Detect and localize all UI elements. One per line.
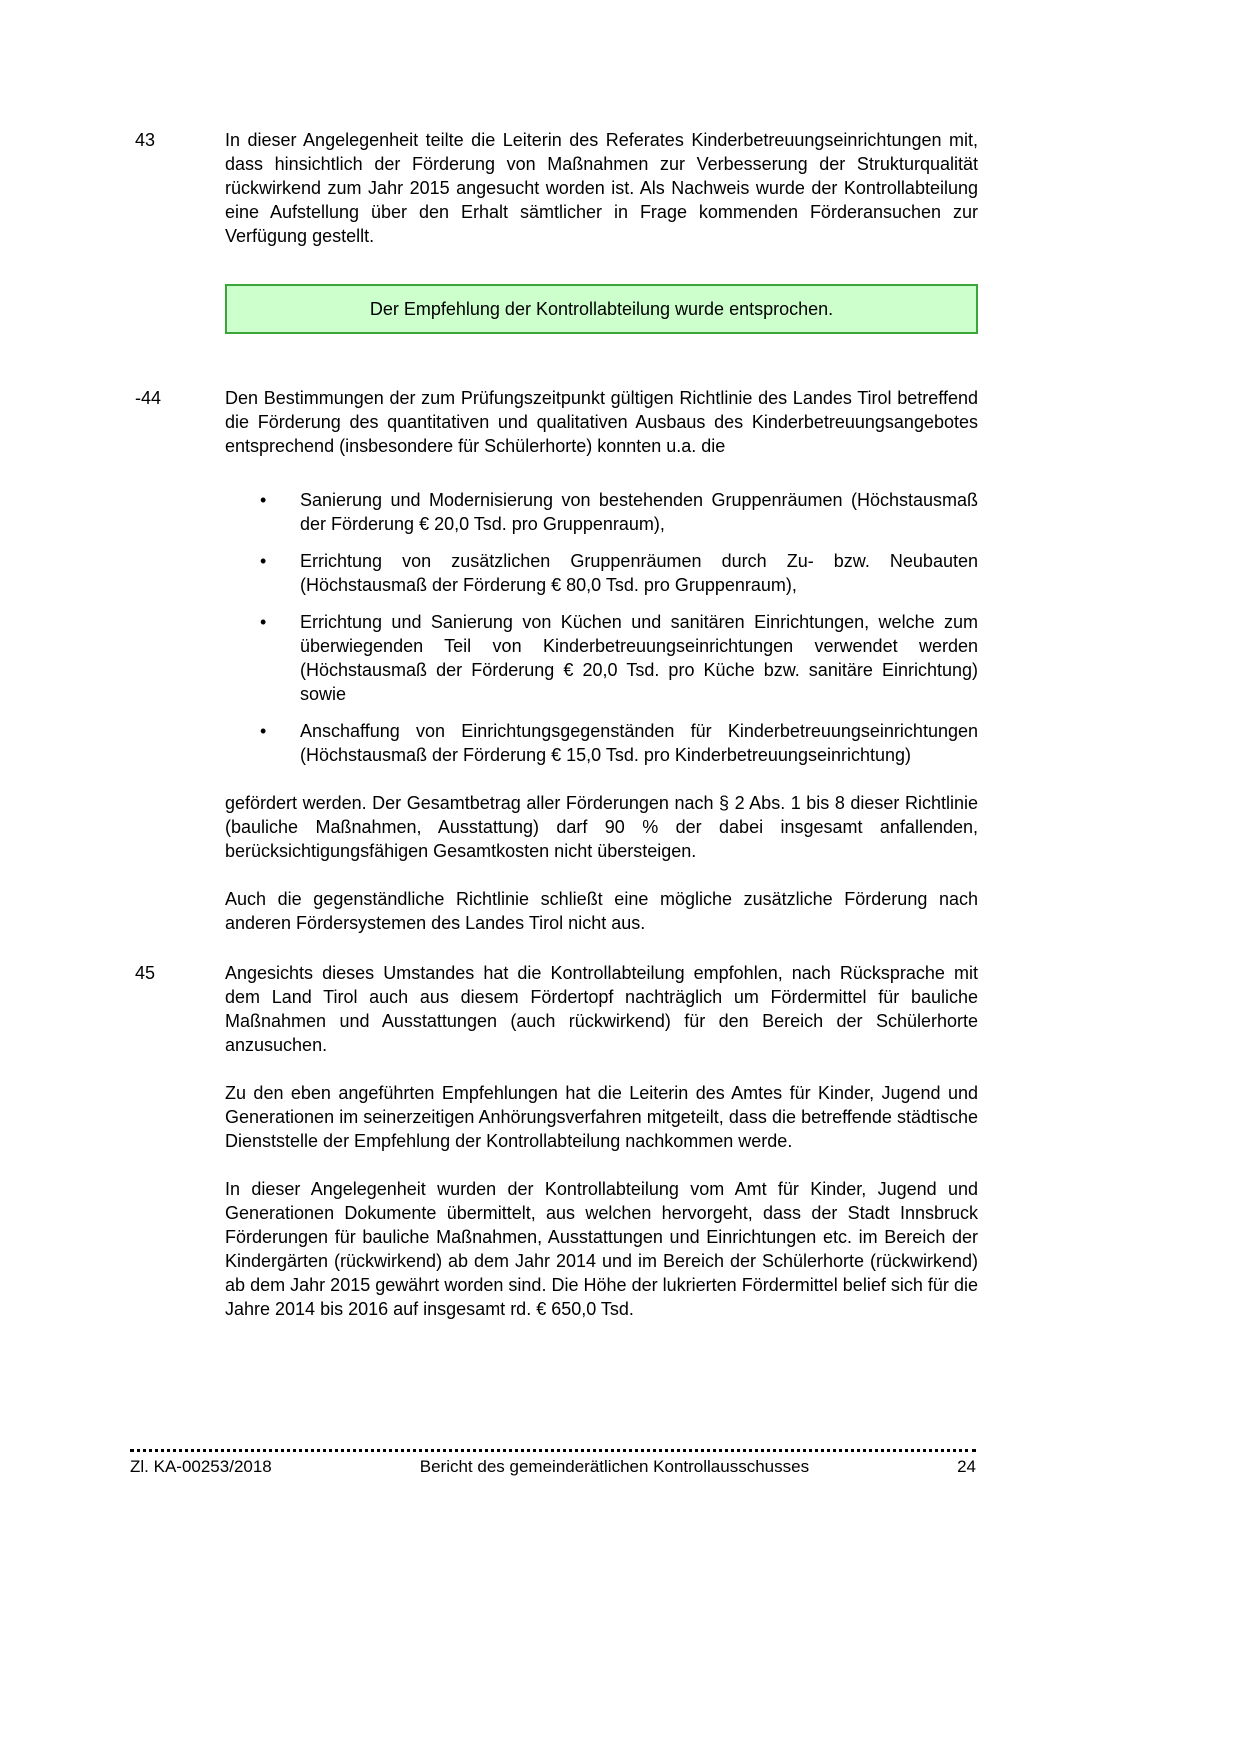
paragraph-43: [135, 128, 978, 248]
recommendation-box: [225, 284, 978, 334]
paragraph-43-number: 43: [135, 130, 156, 150]
footer-dotted-divider: [130, 1449, 976, 1452]
bullet-item-kuechen-sanitaer: • Errichtung und Sanierung von Küchen und sanitären Einrichtungen, welche zum überwiegenden Teil von Kinderbetreuungseinrichtungen verwendet werden (Höchstausmaß der Förderung € 20,0 Tsd. pro Küche bzw. sanitäre Einrichtung) sowie: [225, 610, 978, 706]
page-footer: [130, 1449, 976, 1478]
paragraph-43-text: In dieser Angelegenheit teilte die Leiterin des Referates Kinderbetreuungseinrichtungen mit, dass hinsichtlich der Förderung von Maßnahmen zur Verbesserung der Strukturqualität rückwirkend zum Jahr 2015 angesucht worden ist. Als Nachweis wurde der Kontrollabteilung eine Aufstellung über den Erhalt sämtlicher in Frage kommenden Förderansuchen zur Verfügung gestellt.: [225, 130, 978, 246]
paragraph-44-continuation-1: gefördert werden. Der Gesamtbetrag aller Förderungen nach § 2 Abs. 1 bis 8 dieser Richtlinie (bauliche Maßnahmen, Ausstattung) darf 90 % der dabei insgesamt anfallenden, berücksichtigungsfähigen Gesamtkosten nicht übersteigen.: [225, 793, 978, 861]
recommendation-box-text: Der Empfehlung der Kontrollabteilung wurde entsprochen.: [369, 299, 834, 319]
bullet-item-sanierung-gruppenraeume: • Sanierung und Modernisierung von bestehenden Gruppenräumen (Höchstausmaß der Förderung € 20,0 Tsd. pro Gruppenraum),: [225, 488, 978, 536]
footer-reference-number: Zl. KA-00253/2018: [130, 1457, 272, 1476]
paragraph-45-text: Angesichts dieses Umstandes hat die Kontrollabteilung empfohlen, nach Rücksprache mit dem Land Tirol auch aus diesem Fördertopf nachträglich um Fördermittel für bauliche Maßnahmen und Ausstattungen (auch rückwirkend) für den Bereich der Schülerhorte anzusuchen.: [225, 963, 978, 1055]
paragraph-45-continuation-2: In dieser Angelegenheit wurden der Kontrollabteilung vom Amt für Kinder, Jugend und Generationen Dokumente übermittelt, aus welchen hervorgeht, dass der Stadt Innsbruck Förderungen für bauliche Maßnahmen, Ausstattungen und Einrichtungen etc. im Bereich der Kindergärten (rückwirkend) ab dem Jahr 2014 und im Bereich der Schülerhorte (rückwirkend) ab dem Jahr 2015 gewährt worden sind. Die Höhe der lukrierten Fördermittel belief sich für die Jahre 2014 bis 2016 auf insgesamt rd. € 650,0 Tsd.: [225, 1179, 978, 1319]
paragraph-45-number: 45: [135, 963, 156, 983]
bullet-item-einrichtungsgegenstaende: • Anschaffung von Einrichtungsgegenständen für Kinderbetreuungseinrichtungen (Höchstausmaß der Förderung € 15,0 Tsd. pro Kinderbetreuungseinrichtung): [225, 719, 978, 767]
paragraph-44-continuation-2: Auch die gegenständliche Richtlinie schließt eine mögliche zusätzliche Förderung nach anderen Fördersystemen des Landes Tirol nicht aus.: [225, 889, 978, 933]
paragraph-45-continuation-1: Zu den eben angeführten Empfehlungen hat die Leiterin des Amtes für Kinder, Jugend und Generationen im seinerzeitigen Anhörungsverfahren mitgeteilt, dass die betreffende städtische Dienststelle der Empfehlung der Kontrollabteilung nachkommen werde.: [225, 1083, 978, 1151]
page-content: [135, 128, 978, 1321]
footer-page-number: 24: [957, 1457, 976, 1476]
paragraph-44: [135, 386, 978, 458]
paragraph-44-text: Den Bestimmungen der zum Prüfungszeitpunkt gültigen Richtlinie des Landes Tirol betreffend die Förderung des quantitativen und qualitativen Ausbaus des Kinderbetreuungsangebotes entsprechend (insbesondere für Schülerhorte) konnten u.a. die: [225, 388, 978, 456]
footer-row: [130, 1456, 976, 1478]
funding-bullet-list: [225, 488, 978, 767]
footer-report-title: Bericht des gemeinderätlichen Kontrollausschusses: [419, 1457, 810, 1476]
paragraph-45: [135, 961, 978, 1057]
bullet-item-errichtung-gruppenraeume: • Errichtung von zusätzlichen Gruppenräumen durch Zu- bzw. Neubauten (Höchstausmaß der Förderung € 80,0 Tsd. pro Gruppenraum),: [225, 549, 978, 597]
paragraph-44-number: -44: [135, 388, 162, 408]
